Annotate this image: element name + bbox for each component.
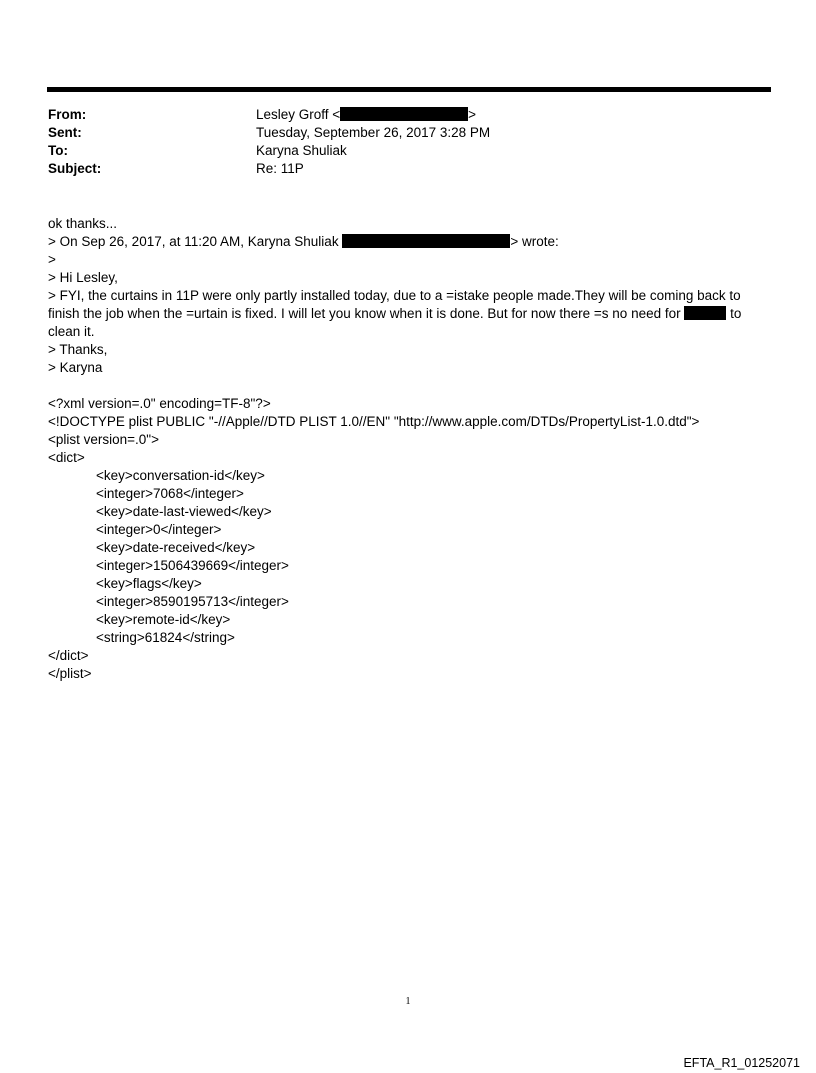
quoted-header-text: > On Sep 26, 2017, at 11:20 AM, Karyna Shuliak	[48, 234, 343, 249]
to-label: To:	[48, 143, 68, 158]
sent-row	[48, 124, 490, 142]
subject-row	[48, 160, 490, 178]
page-number: 1	[405, 996, 411, 1007]
redaction-box	[342, 234, 510, 248]
plist-entry: <key>date-last-viewed</key>	[96, 504, 272, 519]
quoted-header-end: > wrote:	[510, 234, 559, 249]
quote-marker-line: >	[48, 252, 56, 267]
plist-entry: <integer>0</integer>	[96, 522, 222, 537]
signature-line: > Karyna	[48, 360, 103, 375]
header-rule	[47, 87, 771, 92]
sent-value: Tuesday, September 26, 2017 3:28 PM	[256, 125, 491, 140]
greeting-line: > Hi Lesley,	[48, 270, 118, 285]
plist-entry: <integer>7068</integer>	[96, 486, 244, 501]
spacer	[48, 377, 773, 395]
plist-entry: <integer>1506439669</integer>	[96, 558, 289, 573]
redaction-box	[684, 306, 726, 320]
sent-label: Sent:	[48, 125, 82, 140]
from-label: From:	[48, 107, 87, 122]
plist-entry: <key>flags</key>	[96, 576, 202, 591]
plist-entry: <string>61824</string>	[96, 630, 235, 645]
to-value: Karyna Shuliak	[256, 143, 347, 158]
body-line: ok thanks...	[48, 216, 118, 231]
message-text: > FYI, the curtains in 11P were only partly installed today, due to a =istake people made.They will be coming back to finish the job when the =urtain is fixed. I will let you know when it is done. But for now there =s no need for	[48, 288, 741, 321]
signoff-line: > Thanks,	[48, 342, 108, 357]
message-paragraph	[48, 287, 773, 341]
from-row	[48, 106, 490, 124]
plist-close: </plist>	[48, 666, 92, 681]
plist-entry: <key>remote-id</key>	[96, 612, 231, 627]
subject-label: Subject:	[48, 161, 102, 176]
email-header	[48, 106, 490, 178]
doctype-line: <!DOCTYPE plist PUBLIC "-//Apple//DTD PLIST 1.0//EN" "http://www.apple.com/DTDs/PropertyList-1.0.dtd">	[48, 414, 700, 429]
xml-declaration: <?xml version=.0" encoding=TF-8"?>	[48, 396, 271, 411]
plist-entry: <integer>8590195713</integer>	[96, 594, 289, 609]
plist-entry: <key>conversation-id</key>	[96, 468, 265, 483]
document-id: EFTA_R1_01252071	[683, 1056, 800, 1070]
plist-entry: <key>date-received</key>	[96, 540, 256, 555]
dict-open: <dict>	[48, 450, 85, 465]
from-close: >	[468, 107, 477, 122]
to-row	[48, 142, 490, 160]
message-text-end: to clean it.	[48, 306, 742, 339]
subject-value: Re: 11P	[256, 161, 304, 176]
quoted-header-line	[48, 233, 773, 251]
from-name: Lesley Groff <	[256, 107, 341, 122]
plist-open: <plist version=.0">	[48, 432, 159, 447]
email-body	[48, 215, 773, 683]
redaction-box	[340, 107, 468, 121]
from-value	[256, 106, 476, 124]
dict-close: </dict>	[48, 648, 89, 663]
